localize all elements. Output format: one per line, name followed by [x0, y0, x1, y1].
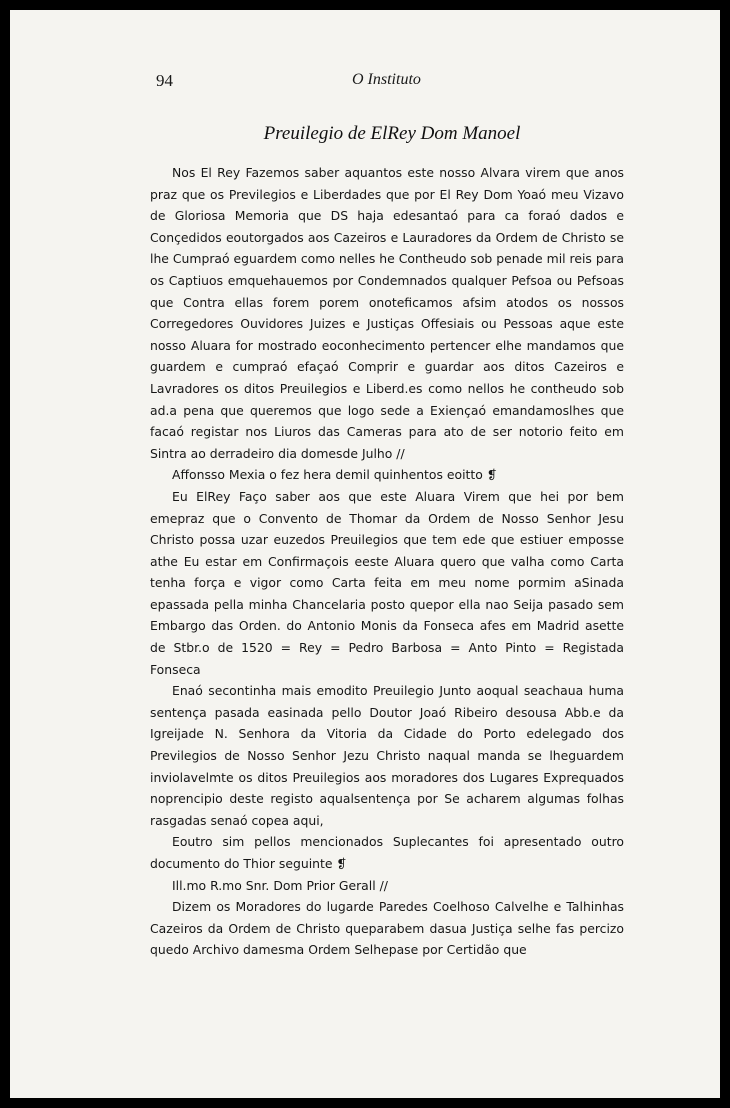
running-head	[10, 71, 720, 95]
document-body	[150, 162, 624, 961]
paragraph: Affonsso Mexia o fez hera demil quinhentos eoitto ❡	[172, 467, 498, 483]
document-title: Preuilegio de ElRey Dom Manoel	[263, 123, 521, 144]
paragraph: Dizem os Moradores do lugarde Paredes Coelhoso Calvelhe e Talhinhas Cazeiros da Ordem de Christo queparabem dasua Justiça selhe fas percizo quedo Archivo damesma Ordem Selhepase por Certidão que	[150, 899, 624, 958]
paragraph: Ill.mo R.mo Snr. Dom Prior Gerall //	[172, 877, 388, 893]
paragraph: Eu ElRey Faço saber aos que este Aluara Virem que hei por bem emepraz que o Convento de Thomar da Ordem de Nosso Senhor Jesu Christo possa uzar euzedos Preuilegios que tem ede que estiuer emposse athe Eu estar em Confirmaçois eeste Aluara quero que valha como Carta tenha força e vigor como Carta feita em meu nome pormim aSinada epassada pella minha Chancelaria posto quepor ella nao Seija pasado sem Embargo das Orden. do Antonio Monis da Fonseca afes em Madrid asette de Stbr.o de 1520 = Rey = Pedro Barbosa = Anto Pinto = Registada Fonseca	[150, 488, 624, 677]
page	[10, 10, 720, 1098]
paragraph: Eoutro sim pellos mencionados Suplecantes foi apresentado outro documento do Thior seguinte ❡	[150, 834, 624, 871]
journal-title: O Instituto	[352, 71, 421, 88]
paragraph: Enaó secontinha mais emodito Preuilegio Junto aoqual seachaua huma sentença pasada easinada pello Doutor Joaó Ribeiro desousa Abb.e da Igreijade N. Senhora da Vitoria da Cidade do Porto edelegado dos Previlegios de Nosso Senhor Jezu Christo naqual manda se lheguardem inviolavelmte os ditos Preuilegios aos moradores dos Lugares Exprequados noprencipio deste registo aqualsentença por Se acharem algumas folhas rasgadas senaó copea aqui,	[150, 683, 624, 828]
page-number: 94	[156, 71, 173, 90]
paragraph: Nos El Rey Fazemos saber aquantos este nosso Alvara virem que anos praz que os Previlegios e Liberdades que por El Rey Dom Yoaó meu Vizavo de Gloriosa Memoria que DS haja edesantaó para ca foraó dados e Conçedidos eoutorgados aos Cazeiros e Lauradores da Ordem de Christo se lhe Cumpraó eguardem como nelles he Contheudo sob penade mil reis para os Captiuos emquehauemos por Condemnados qualquer Pefsoa ou Pefsoas que Contra ellas forem porem onoteficamos afsim atodos os nossos Corregedores Ouvidores Juizes e Justiças Offesiais ou Pessoas aque este nosso Aluara for mostrado eoconhecimento pertencer elhe mandamos que guardem e cumpraó efaçaó Comprir e guardar aos ditos Cazeiros e Lavradores os ditos Preuilegios e Liberd.es como nellos he contheudo sob ad.a pena que queremos que logo sede a Exiençaó emandamoslhes que facaó registar nos Liuros das Cameras para ato de ser notorio feito em Sintra ao derradeiro dia domesde Julho //	[150, 165, 624, 461]
